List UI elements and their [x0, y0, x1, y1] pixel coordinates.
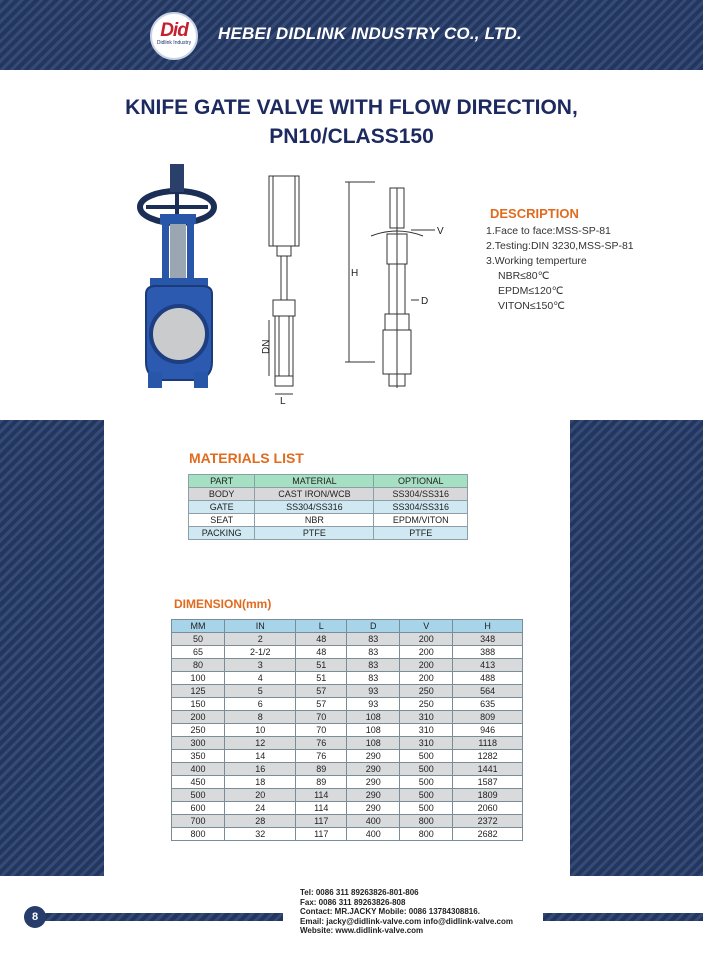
table-cell: PACKING — [189, 527, 255, 540]
table-cell: 10 — [225, 724, 296, 737]
table-cell: 65 — [172, 646, 225, 659]
table-cell: 83 — [347, 633, 400, 646]
table-cell: 2372 — [453, 815, 523, 828]
contact-fax: Fax: 0086 311 89263826-808 — [300, 897, 406, 907]
column-header: MATERIAL — [255, 475, 374, 488]
table-cell: 83 — [347, 646, 400, 659]
table-cell: 600 — [172, 802, 225, 815]
table-row — [172, 750, 523, 763]
table-cell: 93 — [347, 685, 400, 698]
table-cell: 400 — [172, 763, 225, 776]
table-cell: 16 — [225, 763, 296, 776]
table-cell: 125 — [172, 685, 225, 698]
table-cell: 200 — [400, 646, 453, 659]
table-cell: 70 — [296, 724, 347, 737]
description-list — [486, 224, 634, 314]
table-cell: 108 — [347, 711, 400, 724]
column-header: OPTIONAL — [374, 475, 468, 488]
table-cell: 310 — [400, 711, 453, 724]
table-cell: 800 — [400, 815, 453, 828]
column-header: L — [296, 620, 347, 633]
description-line: NBR≤80℃ — [498, 270, 550, 282]
table-cell: 500 — [400, 789, 453, 802]
table-row — [172, 737, 523, 750]
table-row — [172, 672, 523, 685]
table-cell: 348 — [453, 633, 523, 646]
table-cell: 48 — [296, 646, 347, 659]
label-v: V — [437, 226, 444, 237]
table-row — [172, 828, 523, 841]
table-cell: 500 — [400, 763, 453, 776]
table-cell: 250 — [172, 724, 225, 737]
table-cell: 350 — [172, 750, 225, 763]
table-cell: 250 — [400, 698, 453, 711]
table-cell: 300 — [172, 737, 225, 750]
table-cell: 200 — [400, 633, 453, 646]
table-cell: 1441 — [453, 763, 523, 776]
table-cell: BODY — [189, 488, 255, 501]
table-cell: 114 — [296, 802, 347, 815]
table-header-row — [172, 620, 523, 633]
table-header-row — [189, 475, 468, 488]
table-cell: 48 — [296, 633, 347, 646]
table-cell: 100 — [172, 672, 225, 685]
table-cell: 310 — [400, 724, 453, 737]
table-cell: 108 — [347, 737, 400, 750]
table-cell: 14 — [225, 750, 296, 763]
table-cell: 800 — [400, 828, 453, 841]
valve-side-drawing — [255, 170, 325, 406]
column-header: V — [400, 620, 453, 633]
table-cell: 388 — [453, 646, 523, 659]
table-row — [172, 763, 523, 776]
table-cell: 400 — [347, 828, 400, 841]
table-cell: 80 — [172, 659, 225, 672]
description-line: VITON≤150℃ — [498, 300, 565, 312]
materials-table — [188, 474, 468, 540]
column-header: IN — [225, 620, 296, 633]
table-cell: 450 — [172, 776, 225, 789]
contact-info — [300, 888, 513, 936]
dimension-heading: DIMENSION(mm) — [174, 597, 272, 611]
table-cell: 310 — [400, 737, 453, 750]
table-row — [172, 659, 523, 672]
table-cell: 946 — [453, 724, 523, 737]
table-cell: 20 — [225, 789, 296, 802]
table-cell: 50 — [172, 633, 225, 646]
table-row — [172, 776, 523, 789]
table-cell: 51 — [296, 659, 347, 672]
table-cell: 500 — [400, 776, 453, 789]
contact-person: Contact: MR.JACKY Mobile: 0086 13784308816. — [300, 907, 480, 916]
table-cell: 89 — [296, 763, 347, 776]
page-title-line1: KNIFE GATE VALVE WITH FLOW DIRECTION, — [125, 96, 578, 119]
table-cell: PTFE — [255, 527, 374, 540]
table-cell: 83 — [347, 659, 400, 672]
company-name: HEBEI DIDLINK INDUSTRY CO., LTD. — [218, 24, 522, 43]
table-cell: GATE — [189, 501, 255, 514]
valve-front-drawing — [335, 178, 455, 408]
dimension-table — [171, 619, 523, 841]
table-cell: 2682 — [453, 828, 523, 841]
table-row — [172, 698, 523, 711]
table-cell: 117 — [296, 815, 347, 828]
dimension-table-body — [172, 633, 523, 841]
table-row — [172, 802, 523, 815]
page-number: 8 — [24, 906, 46, 928]
table-cell: 89 — [296, 776, 347, 789]
table-cell: 150 — [172, 698, 225, 711]
table-cell: 51 — [296, 672, 347, 685]
logo-subtitle: Didlink Industry — [156, 40, 192, 46]
table-cell: 93 — [347, 698, 400, 711]
table-cell: 83 — [347, 672, 400, 685]
table-cell: 5 — [225, 685, 296, 698]
table-cell: 200 — [400, 659, 453, 672]
description-line: 2.Testing:DIN 3230,MSS-SP-81 — [486, 240, 634, 252]
table-cell: 57 — [296, 698, 347, 711]
label-d: D — [421, 296, 429, 307]
table-cell: SS304/SS316 — [374, 501, 468, 514]
table-cell: 700 — [172, 815, 225, 828]
table-cell: 117 — [296, 828, 347, 841]
table-cell: SS304/SS316 — [374, 488, 468, 501]
column-header: D — [347, 620, 400, 633]
table-row — [172, 724, 523, 737]
footer-band-left — [43, 913, 283, 921]
table-cell: 290 — [347, 776, 400, 789]
table-cell: 500 — [172, 789, 225, 802]
description-line: 3.Working temperture — [486, 255, 587, 267]
table-row — [172, 789, 523, 802]
table-cell: 800 — [172, 828, 225, 841]
table-cell: EPDM/VITON — [374, 514, 468, 527]
footer-band-right — [543, 913, 703, 921]
contact-website: Website: www.didlink-valve.com — [300, 926, 424, 935]
table-cell: 500 — [400, 750, 453, 763]
table-cell: PTFE — [374, 527, 468, 540]
table-cell: 500 — [400, 802, 453, 815]
table-cell: 12 — [225, 737, 296, 750]
table-row — [172, 646, 523, 659]
table-cell: 57 — [296, 685, 347, 698]
contact-email: Email: jacky@didlink-valve.com info@didlink-valve.com — [300, 916, 513, 926]
decorative-band-right — [570, 420, 703, 876]
table-cell: 6 — [225, 698, 296, 711]
table-row — [189, 501, 468, 514]
table-cell: 24 — [225, 802, 296, 815]
table-cell: 4 — [225, 672, 296, 685]
table-cell: 108 — [347, 724, 400, 737]
table-cell: 2 — [225, 633, 296, 646]
table-cell: 290 — [347, 789, 400, 802]
label-dn: DN — [261, 339, 272, 354]
table-cell: SS304/SS316 — [255, 501, 374, 514]
table-cell: 200 — [172, 711, 225, 724]
table-cell: 2-1/2 — [225, 646, 296, 659]
table-cell: 114 — [296, 789, 347, 802]
table-cell: 564 — [453, 685, 523, 698]
logo-mark: Did — [160, 20, 188, 41]
table-cell: 290 — [347, 750, 400, 763]
table-row — [172, 711, 523, 724]
table-cell: 8 — [225, 711, 296, 724]
table-cell: 3 — [225, 659, 296, 672]
table-cell: 2060 — [453, 802, 523, 815]
contact-tel: Tel: 0086 311 89263826-801-806 — [300, 888, 419, 897]
table-cell: 18 — [225, 776, 296, 789]
page-header — [0, 0, 703, 70]
table-cell: 1118 — [453, 737, 523, 750]
decorative-band-left — [0, 420, 104, 876]
table-cell: 28 — [225, 815, 296, 828]
table-row — [172, 633, 523, 646]
table-cell: 200 — [400, 672, 453, 685]
table-row — [189, 488, 468, 501]
table-cell: 70 — [296, 711, 347, 724]
table-row — [172, 685, 523, 698]
materials-heading: MATERIALS LIST — [189, 450, 304, 466]
column-header: H — [453, 620, 523, 633]
table-cell: CAST IRON/WCB — [255, 488, 374, 501]
table-row — [189, 514, 468, 527]
table-cell: 32 — [225, 828, 296, 841]
table-cell: 76 — [296, 737, 347, 750]
table-cell: NBR — [255, 514, 374, 527]
table-cell: 1587 — [453, 776, 523, 789]
table-cell: 250 — [400, 685, 453, 698]
table-cell: 1282 — [453, 750, 523, 763]
table-cell: 635 — [453, 698, 523, 711]
description-line: 1.Face to face:MSS-SP-81 — [486, 225, 611, 237]
table-row — [172, 815, 523, 828]
page-title-line2: PN10/CLASS150 — [269, 125, 434, 148]
table-cell: SEAT — [189, 514, 255, 527]
description-line: EPDM≤120℃ — [498, 285, 564, 297]
company-logo — [150, 12, 198, 60]
description-heading: DESCRIPTION — [490, 206, 579, 221]
table-cell: 488 — [453, 672, 523, 685]
table-cell: 1809 — [453, 789, 523, 802]
table-cell: 809 — [453, 711, 523, 724]
table-cell: 290 — [347, 763, 400, 776]
table-cell: 76 — [296, 750, 347, 763]
valve-photo — [132, 162, 232, 394]
table-cell: 290 — [347, 802, 400, 815]
table-cell: 413 — [453, 659, 523, 672]
label-l: L — [280, 396, 286, 406]
table-row — [189, 527, 468, 540]
column-header: PART — [189, 475, 255, 488]
label-h: H — [351, 268, 359, 279]
column-header: MM — [172, 620, 225, 633]
table-cell: 400 — [347, 815, 400, 828]
